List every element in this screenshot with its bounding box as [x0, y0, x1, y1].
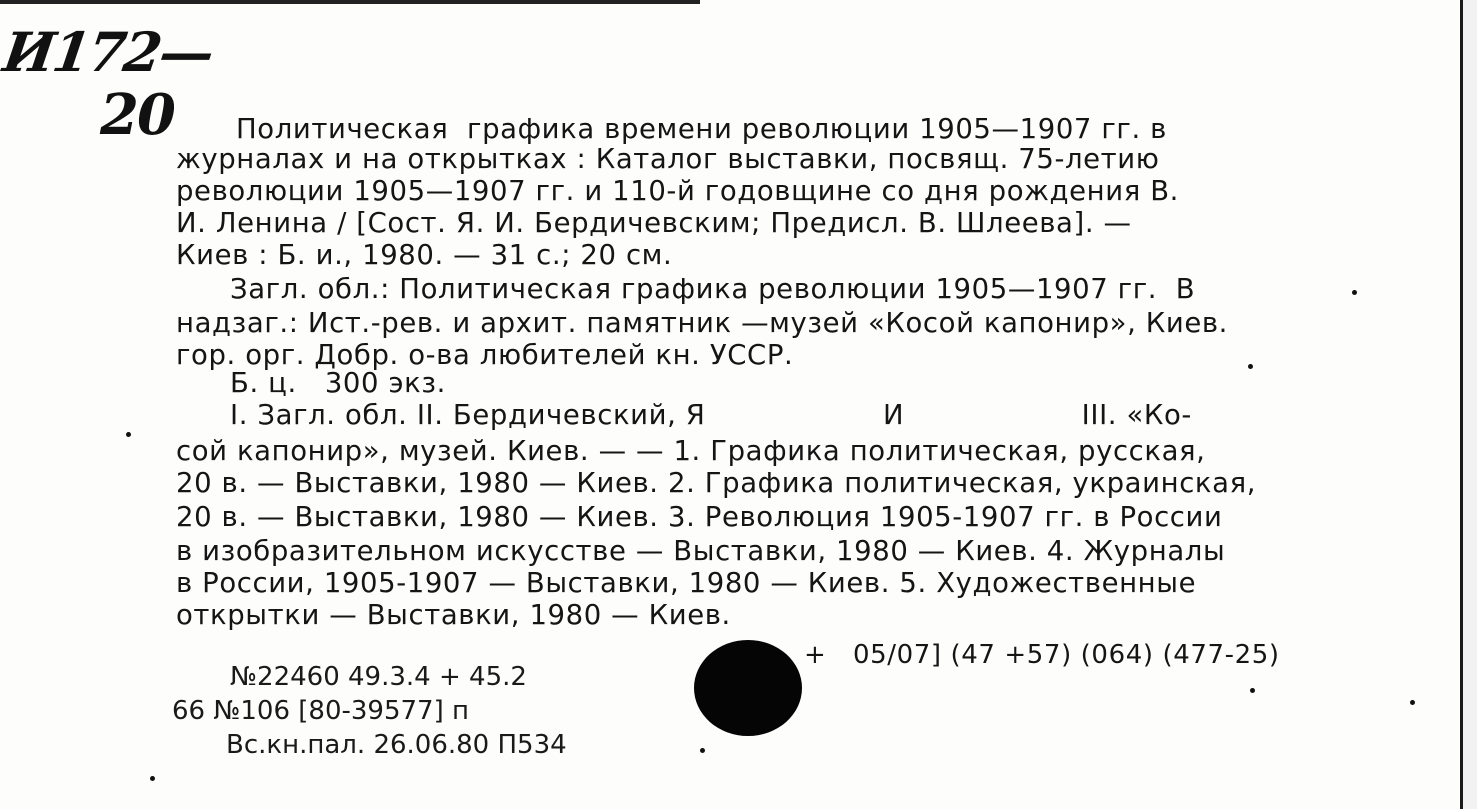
- entry-line-2: журналах и на открытках : Каталог выставки, посвящ. 75-летию: [176, 143, 1160, 175]
- entry-line-12: 20 в. — Выставки, 1980 — Киев. 2. Графика политическая, украинская,: [176, 467, 1257, 499]
- speck: [126, 432, 131, 437]
- entry-line-5: Киев : Б. и., 1980. — 31 с.; 20 см.: [176, 239, 673, 271]
- footer-line-2: 66 №106 [80-39577] п: [172, 696, 470, 726]
- entry-line-15: в России, 1905-1907 — Выставки, 1980 — Киев. 5. Художественные: [176, 567, 1197, 599]
- entry-line-6: Загл. обл.: Политическая графика революции 1905—1907 гг. В: [230, 273, 1196, 305]
- card-top-edge: [0, 0, 700, 4]
- handwritten-shelfmark: И172—: [0, 20, 217, 84]
- speck: [1410, 700, 1415, 705]
- entry-line-14: в изобразительном искусстве — Выставки, 1980 — Киев. 4. Журналы: [176, 535, 1226, 567]
- handwritten-number: 20: [100, 82, 174, 148]
- ink-blot: [694, 640, 802, 736]
- card-right-edge: [1460, 0, 1477, 809]
- speck: [1250, 688, 1255, 693]
- entry-line-13: 20 в. — Выставки, 1980 — Киев. 3. Революция 1905-1907 гг. в России: [176, 501, 1223, 533]
- speck: [700, 748, 705, 753]
- entry-line-8: гор. орг. Добр. о-ва любителей кн. УССР.: [176, 339, 794, 371]
- entry-line-7: надзаг.: Ист.-рев. и архит. памятник —музей «Косой капонир», Киев.: [176, 307, 1229, 339]
- footer-line-3: Вс.кн.пал. 26.06.80 П534: [226, 730, 567, 760]
- entry-line-10: I. Загл. обл. II. Бердичевский, Я И III. «Ко-: [230, 399, 1192, 431]
- footer-line-1: №22460 49.3.4 + 45.2: [230, 662, 527, 692]
- speck: [1248, 364, 1253, 369]
- entry-line-9: Б. ц. 300 экз.: [230, 367, 446, 399]
- entry-line-11: сой капонир», музей. Киев. — — 1. Графика политическая, русская,: [176, 435, 1206, 467]
- classification-index: + 05/07] (47 +57) (064) (477-25): [804, 640, 1280, 670]
- speck: [150, 776, 155, 781]
- entry-line-1: Политическая графика времени революции 1905—1907 гг. в: [236, 113, 1167, 145]
- entry-line-3: революции 1905—1907 гг. и 110-й годовщине со дня рождения В.: [176, 175, 1179, 207]
- speck: [1352, 290, 1357, 295]
- entry-line-16: открытки — Выставки, 1980 — Киев.: [176, 599, 731, 631]
- entry-line-4: И. Ленина / [Сост. Я. И. Бердичевским; Предисл. В. Шлеева]. —: [176, 207, 1132, 239]
